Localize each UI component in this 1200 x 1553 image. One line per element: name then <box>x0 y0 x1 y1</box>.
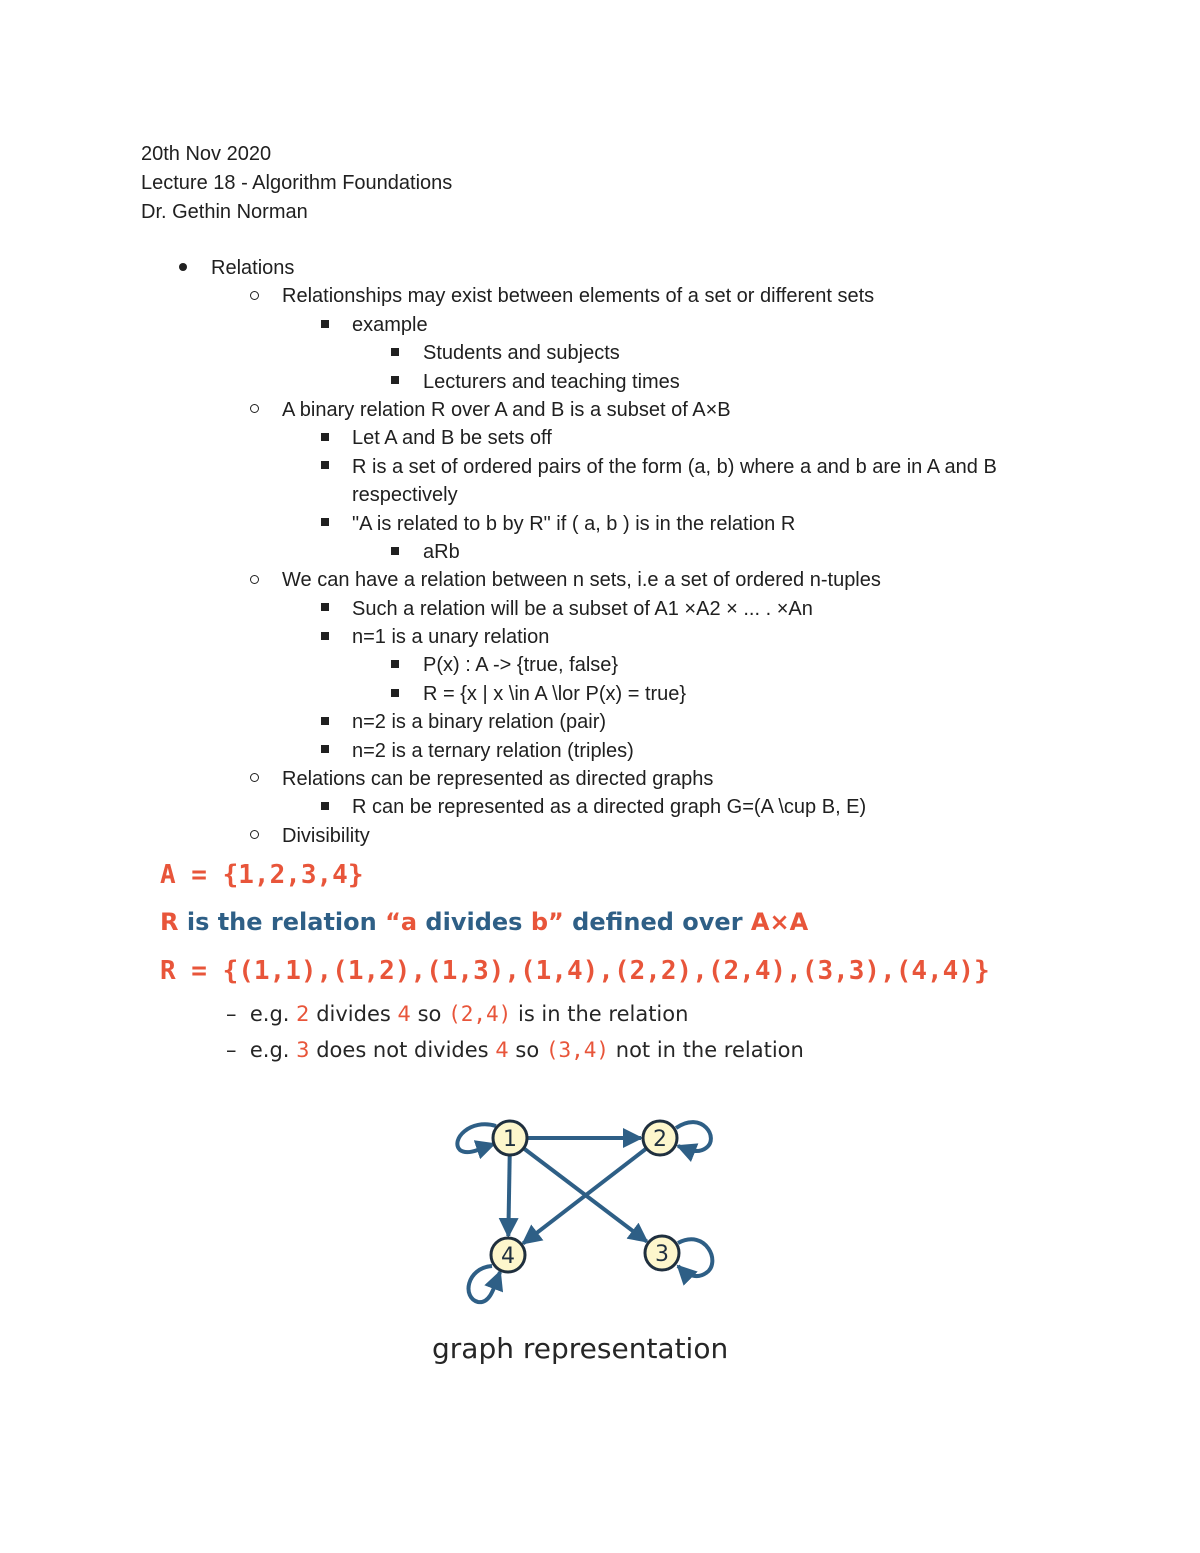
note-item <box>0 510 1200 538</box>
note-item <box>0 368 1200 396</box>
bullet-icon <box>315 708 335 736</box>
date-line: 20th Nov 2020 <box>141 143 272 165</box>
relation-pairs: R = {(1,1),(1,2),(1,3),(1,4),(2,2),(2,4),(3,3),(4,4)} <box>160 956 990 986</box>
note-text: n=2 is a ternary relation (triples) <box>352 739 634 762</box>
note-text: respectively <box>352 484 458 507</box>
note-item <box>0 481 1200 509</box>
note-item <box>0 793 1200 821</box>
note-item <box>0 254 1200 282</box>
note-text: Divisibility <box>282 824 370 847</box>
bullet-icon <box>385 339 405 367</box>
note-text: R is a set of ordered pairs of the form (a, b) where a and b are in A and B <box>352 455 997 478</box>
note-item <box>0 424 1200 452</box>
note-text: R = {x | x \in A \lor P(x) = true} <box>423 682 687 705</box>
note-item <box>0 311 1200 339</box>
note-text: Relations can be represented as directed graphs <box>282 768 714 791</box>
edge-4-4 <box>469 1266 500 1302</box>
relation-definition: R is the relation “a divides b” defined over A×A <box>160 908 809 936</box>
node-label-2: 2 <box>653 1127 667 1152</box>
note-item <box>0 765 1200 793</box>
edge-2-2 <box>676 1122 711 1151</box>
note-text: Such a relation will be a subset of A1 ×A2 × ... . ×An <box>352 597 813 620</box>
note-item <box>0 737 1200 765</box>
note-text: example <box>352 313 428 336</box>
bullet-icon <box>315 453 335 481</box>
edge-1-1 <box>457 1124 496 1152</box>
bullet-icon <box>244 566 264 594</box>
note-text: n=2 is a binary relation (pair) <box>352 711 607 734</box>
bullet-icon <box>315 510 335 538</box>
note-item <box>0 708 1200 736</box>
note-text: Let A and B be sets off <box>352 427 552 450</box>
note-item <box>0 453 1200 481</box>
bullet-icon <box>315 623 335 651</box>
graph-caption: graph representation <box>432 1332 729 1365</box>
note-text: Students and subjects <box>423 342 620 365</box>
bullet-icon <box>315 793 335 821</box>
edge-1-4 <box>508 1155 509 1236</box>
note-item <box>0 680 1200 708</box>
bullet-icon <box>244 396 264 424</box>
document-header <box>141 140 452 227</box>
node-label-1: 1 <box>503 1127 517 1152</box>
note-item <box>0 566 1200 594</box>
note-item <box>0 623 1200 651</box>
bullet-icon <box>385 368 405 396</box>
notes-list <box>0 254 1200 850</box>
bullet-icon <box>315 595 335 623</box>
note-text: R can be represented as a directed graph G=(A \cup B, E) <box>352 796 867 819</box>
bullet-icon <box>244 282 264 310</box>
note-text: n=1 is a unary relation <box>352 626 550 649</box>
bullet-icon <box>244 765 264 793</box>
note-text: We can have a relation between n sets, i.e a set of ordered n-tuples <box>282 569 881 592</box>
bullet-icon <box>315 311 335 339</box>
note-item <box>0 822 1200 850</box>
bullet-icon <box>385 651 405 679</box>
note-item <box>0 339 1200 367</box>
relation-graph <box>430 1088 750 1318</box>
note-item <box>0 651 1200 679</box>
note-text: aRb <box>423 540 460 563</box>
node-label-4: 4 <box>501 1244 515 1269</box>
note-item <box>0 538 1200 566</box>
lecture-title: Lecture 18 - Algorithm Foundations <box>141 172 453 194</box>
bullet-icon <box>244 822 264 850</box>
note-text: Lecturers and teaching times <box>423 370 680 393</box>
note-text: "A is related to b by R" if ( a, b ) is in the relation R <box>352 512 796 535</box>
example-line-2: – e.g. 3 does not divides 4 so (3,4) not in the relation <box>226 1038 804 1062</box>
node-label-3: 3 <box>655 1242 669 1267</box>
bullet-icon <box>315 424 335 452</box>
note-text: Relationships may exist between elements of a set or different sets <box>282 285 875 308</box>
edge-3-3 <box>678 1239 712 1276</box>
note-text: P(x) : A -> {true, false} <box>423 654 619 677</box>
note-item <box>0 595 1200 623</box>
lecturer-name: Dr. Gethin Norman <box>141 201 308 223</box>
bullet-icon <box>173 254 193 282</box>
note-item <box>0 282 1200 310</box>
note-text: A binary relation R over A and B is a subset of A×B <box>282 398 731 421</box>
bullet-icon <box>385 538 405 566</box>
bullet-icon <box>385 680 405 708</box>
example-line-1: – e.g. 2 divides 4 so (2,4) is in the relation <box>226 1002 689 1026</box>
bullet-icon <box>315 737 335 765</box>
note-text: Relations <box>211 257 295 279</box>
set-definition: A = {1,2,3,4} <box>160 860 364 890</box>
note-item <box>0 396 1200 424</box>
